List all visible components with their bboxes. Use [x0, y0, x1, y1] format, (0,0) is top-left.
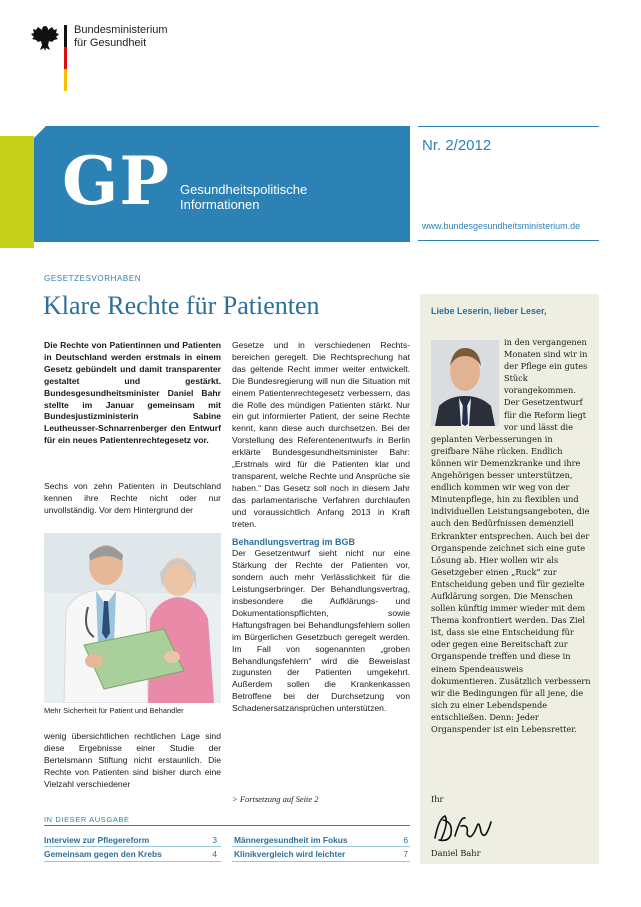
gp-logo: GP [62, 142, 170, 220]
divider [418, 240, 599, 241]
toc-item-page[interactable]: 4 [212, 849, 217, 859]
article-paragraph-2: wenig übersichtlichen rechtlichen Lage sind diese Ergebnisse einer Studie der Bertelsmann Stiftung nicht erstaunlich. Die Rechte von Patienten sind bisher durch eine Vielzahl verschiedener [44, 731, 221, 789]
gp-subtitle-line2: Informationen [180, 197, 260, 212]
article-column-2 [232, 340, 410, 715]
divider [44, 825, 410, 826]
signature-name: Daniel Bahr [431, 848, 481, 858]
photo-caption: Mehr Sicherheit für Patient und Behandler [44, 706, 184, 715]
editorial-greeting: Liebe Leserin, lieber Leser, [431, 306, 547, 316]
article-headline: Klare Rechte für Patienten [43, 291, 320, 320]
divider [418, 126, 599, 127]
ministry-line2: für Gesundheit [74, 37, 147, 49]
divider [232, 846, 410, 847]
closing-word: Ihr [431, 794, 444, 804]
signature-image [431, 812, 501, 846]
flag-black [64, 25, 67, 47]
gp-subtitle-line1: Gesundheitspolitische [180, 182, 308, 197]
article-paragraph-3: Gesetze und in verschiedenen Rechtsbereichen geregelt. Die Rechtsprechung hat das geltende Recht immer weiter entwickelt. Die Bundesregierung will nun die Situation mit einem Patientenrechtegesetz verbessern, das die Rolle des mündigen Patienten stärkt. Nur ein gut informierter Patient, der seine Rechte kennt, kann diese auch durchsetzen. Bei der Vorstellung des Referentenentwurfs in Berlin erklärte Bundesgesundheitsminister Bahr: „Erstmals wird für die Patienten klar und transparent, welche Rechte und Ansprüche sie haben.“ Das Gesetz soll noch in diesem Jahr das parlamentarische Verfahren durchlaufen und voraussichtlich Anfang 2013 in Kraft treten. [232, 340, 410, 529]
continued-link[interactable]: > Fortsetzung auf Seite 2 [232, 794, 319, 804]
article-paragraph-1: Sechs von zehn Patienten in Deutschland kennen ihre Rechte nicht oder nur unvollständig. Vor dem Hintergrund der [44, 481, 221, 515]
toc-label: IN DIESER AUSGABE [44, 815, 130, 824]
issue-number: Nr. 2/2012 [422, 137, 492, 154]
gp-subtitle [180, 182, 307, 212]
minister-portrait [431, 340, 499, 426]
german-flag-bar [64, 25, 67, 91]
doctor-patient-photo [44, 533, 221, 703]
toc-item-page[interactable]: 7 [403, 849, 408, 859]
divider [44, 861, 221, 862]
toc-item-title[interactable]: Klinikvergleich wird leichter [234, 849, 346, 859]
article-subhead: Behandlungsvertrag im BGB [232, 536, 356, 547]
flag-red [64, 47, 67, 69]
editorial-text: in den vergangenen Monaten sind wir in der Pflege ein gutes Stück vorangekommen. Der Gesetzentwurf für die Reform liegt vor und lässt die geplanten Verbesserungen in greifbare Nähe rücken. Endlich können wir Demenzkranke und ihre Angehörigen besser unterstützen, endlich kommen wir weg von der Minutenpflege, hin zu flexiblen und individuellen Leistungsangeboten, die auch den Bedürfnissen demenziell Erkrankter entsprechen. Auch bei der Organspende zeichnet sich eine gute Lösung ab. Hier wollen wir als Gesetzgeber einen „Ruck“ zur Entscheidung geben und für gezielte Aufklärung sorgen. Die Menschen sollen künftig immer wieder mit dem Thema konfrontiert werden. Das Ziel ist, dass sie eine Entscheidung für oder gegen eine Bereitschaft zur Organspende treffen und diese in einem Spendeausweis dokumentieren. Zusätzlich verbessern wir die Bedingungen für all jene, die sich zu einer Lebendspende entschließen. Denn: Jeder Organspender ist ein Lebensretter. [431, 337, 591, 734]
divider [44, 846, 221, 847]
article-paragraph-4: Der Gesetzentwurf sieht nicht nur eine Stärkung der Rechte der Patienten vor, sondern auch mehr Verlässlichkeit für die Leistungserbringer. Der Behandlungsvertrag, insbesondere die Aufklärungs- und Dokumentationspflichten, sowie Haftungsfragen bei Behandlungsfehlern sollen im Bürgerlichen Gesetzbuch geregelt werden. Im Fall von sogenannten „groben Behandlungsfehlern“ wird die Beweislast zugunsten der Patienten umgekehrt. Außerdem sollen die Krankenkassen Betroffene bei der Durchsetzung von Schadenersatzansprüchen unterstützen. [232, 548, 410, 714]
website-link[interactable]: www.bundesgesundheitsministerium.de [422, 221, 581, 231]
federal-eagle-icon [30, 24, 60, 52]
flag-gold [64, 69, 67, 91]
toc-item-page[interactable]: 3 [212, 835, 217, 845]
toc-item-title[interactable]: Interview zur Pflegereform [44, 835, 150, 845]
toc-item-title[interactable]: Männergesundheit im Fokus [234, 835, 348, 845]
section-kicker: GESETZESVORHABEN [44, 274, 142, 283]
divider [232, 861, 410, 862]
ministry-line1: Bundesministerium [74, 24, 168, 36]
ministry-name [74, 24, 168, 50]
toc-item-page[interactable]: 6 [403, 835, 408, 845]
lime-accent-bar [0, 136, 34, 248]
banner-corner-fold [34, 126, 46, 138]
article-lead: Die Rechte von Patientinnen und Patienten in Deutschland werden erstmals in einem Gesetz gebündelt und damit transparenter gestaltet und gestärkt. Bundesgesundheitsminister Daniel Bahr stellte im Januar gemeinsam mit Bundesjustizministerin Sabine Leutheusser-Schnarrenberger den Entwurf für ein neues Patientenrechtegesetz vor. [44, 340, 221, 446]
toc-item-title[interactable]: Gemeinsam gegen den Krebs [44, 849, 162, 859]
